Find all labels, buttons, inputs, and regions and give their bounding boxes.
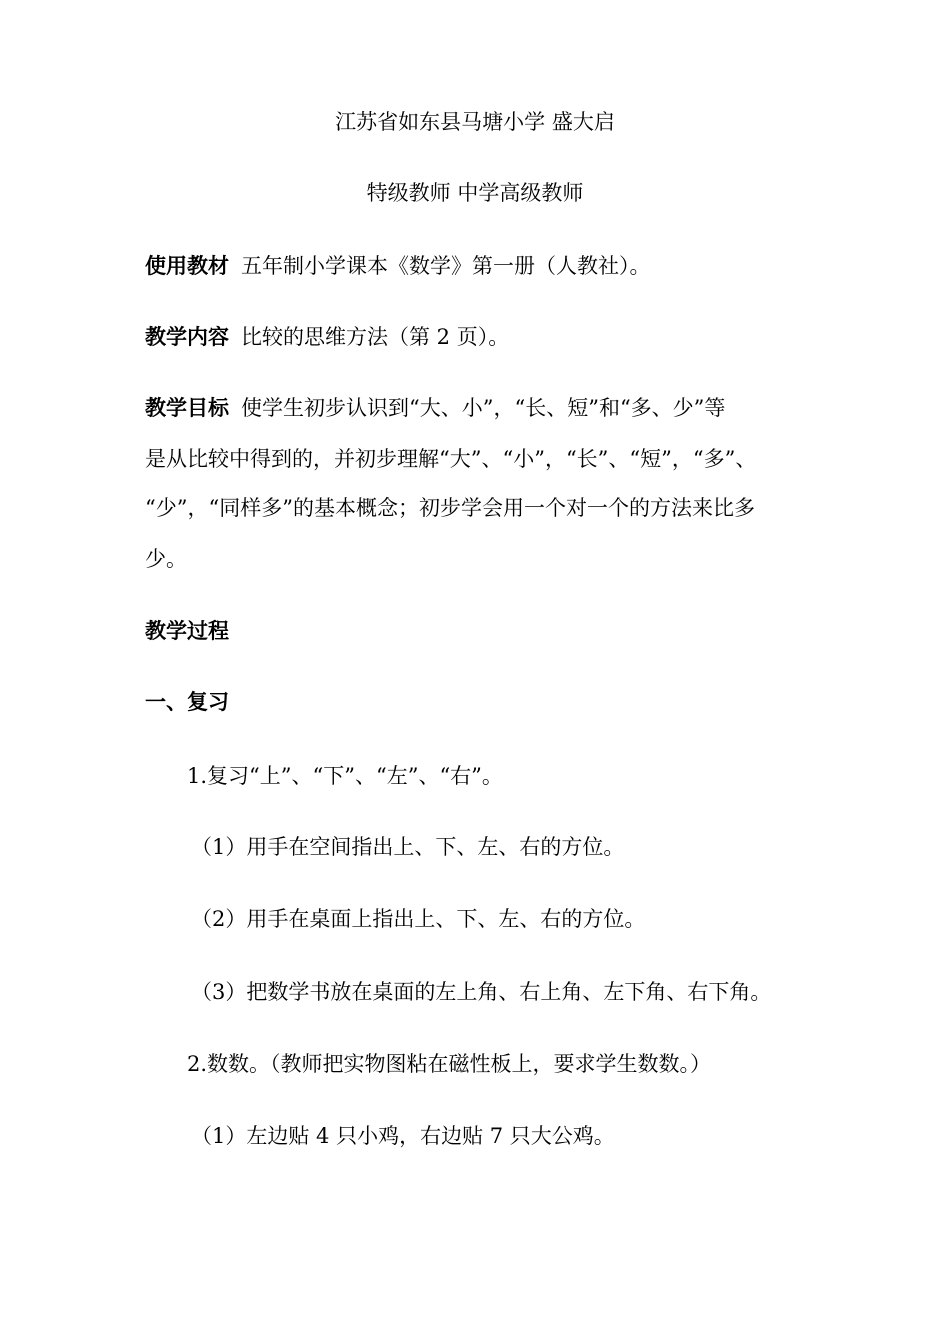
- content-row: [145, 327, 509, 348]
- content-label: 教学内容: [145, 325, 229, 349]
- review-item-1-sub-1: （1）用手在空间指出上、下、左、右的方位。: [191, 835, 625, 859]
- textbook-label: 使用教材: [145, 254, 229, 278]
- review-item-1: 1.复习“上”、“下”、“左”、“右”。: [187, 764, 503, 788]
- objectives-line-2: 是从比较中得到的，并初步理解“大”、“小”，“长”、“短”，“多”、: [145, 447, 757, 471]
- review-item-1-sub-3: （3）把数学书放在桌面的左上角、右上角、左下角、右下角。: [191, 980, 772, 1004]
- objectives-line-4: 少。: [145, 547, 187, 571]
- objectives-row: [145, 398, 725, 419]
- process-heading: 教学过程: [145, 619, 229, 643]
- objectives-line-3: “少”，“同样多”的基本概念；初步学会用一个对一个的方法来比多: [145, 496, 755, 520]
- section-review-title: 一、复习: [145, 690, 229, 714]
- title-line: 特级教师 中学高级教师: [366, 181, 584, 205]
- content-value: 比较的思维方法（第 2 页）。: [241, 325, 510, 349]
- objectives-label: 教学目标: [145, 396, 229, 420]
- author-line: 江苏省如东县马塘小学 盛大启: [335, 110, 615, 134]
- textbook-value: 五年制小学课本《数学》第一册（人教社）。: [241, 254, 651, 278]
- review-item-1-sub-2: （2）用手在桌面上指出上、下、左、右的方位。: [191, 907, 646, 931]
- textbook-row: [145, 256, 651, 277]
- review-item-2-sub-1: （1）左边贴 4 只小鸡，右边贴 7 只大公鸡。: [191, 1124, 615, 1148]
- review-item-2: 2.数数。（教师把实物图粘在磁性板上，要求学生数数。）: [187, 1052, 712, 1076]
- objectives-line-1: 使学生初步认识到“大、小”，“长、短”和“多、少”等: [241, 396, 726, 420]
